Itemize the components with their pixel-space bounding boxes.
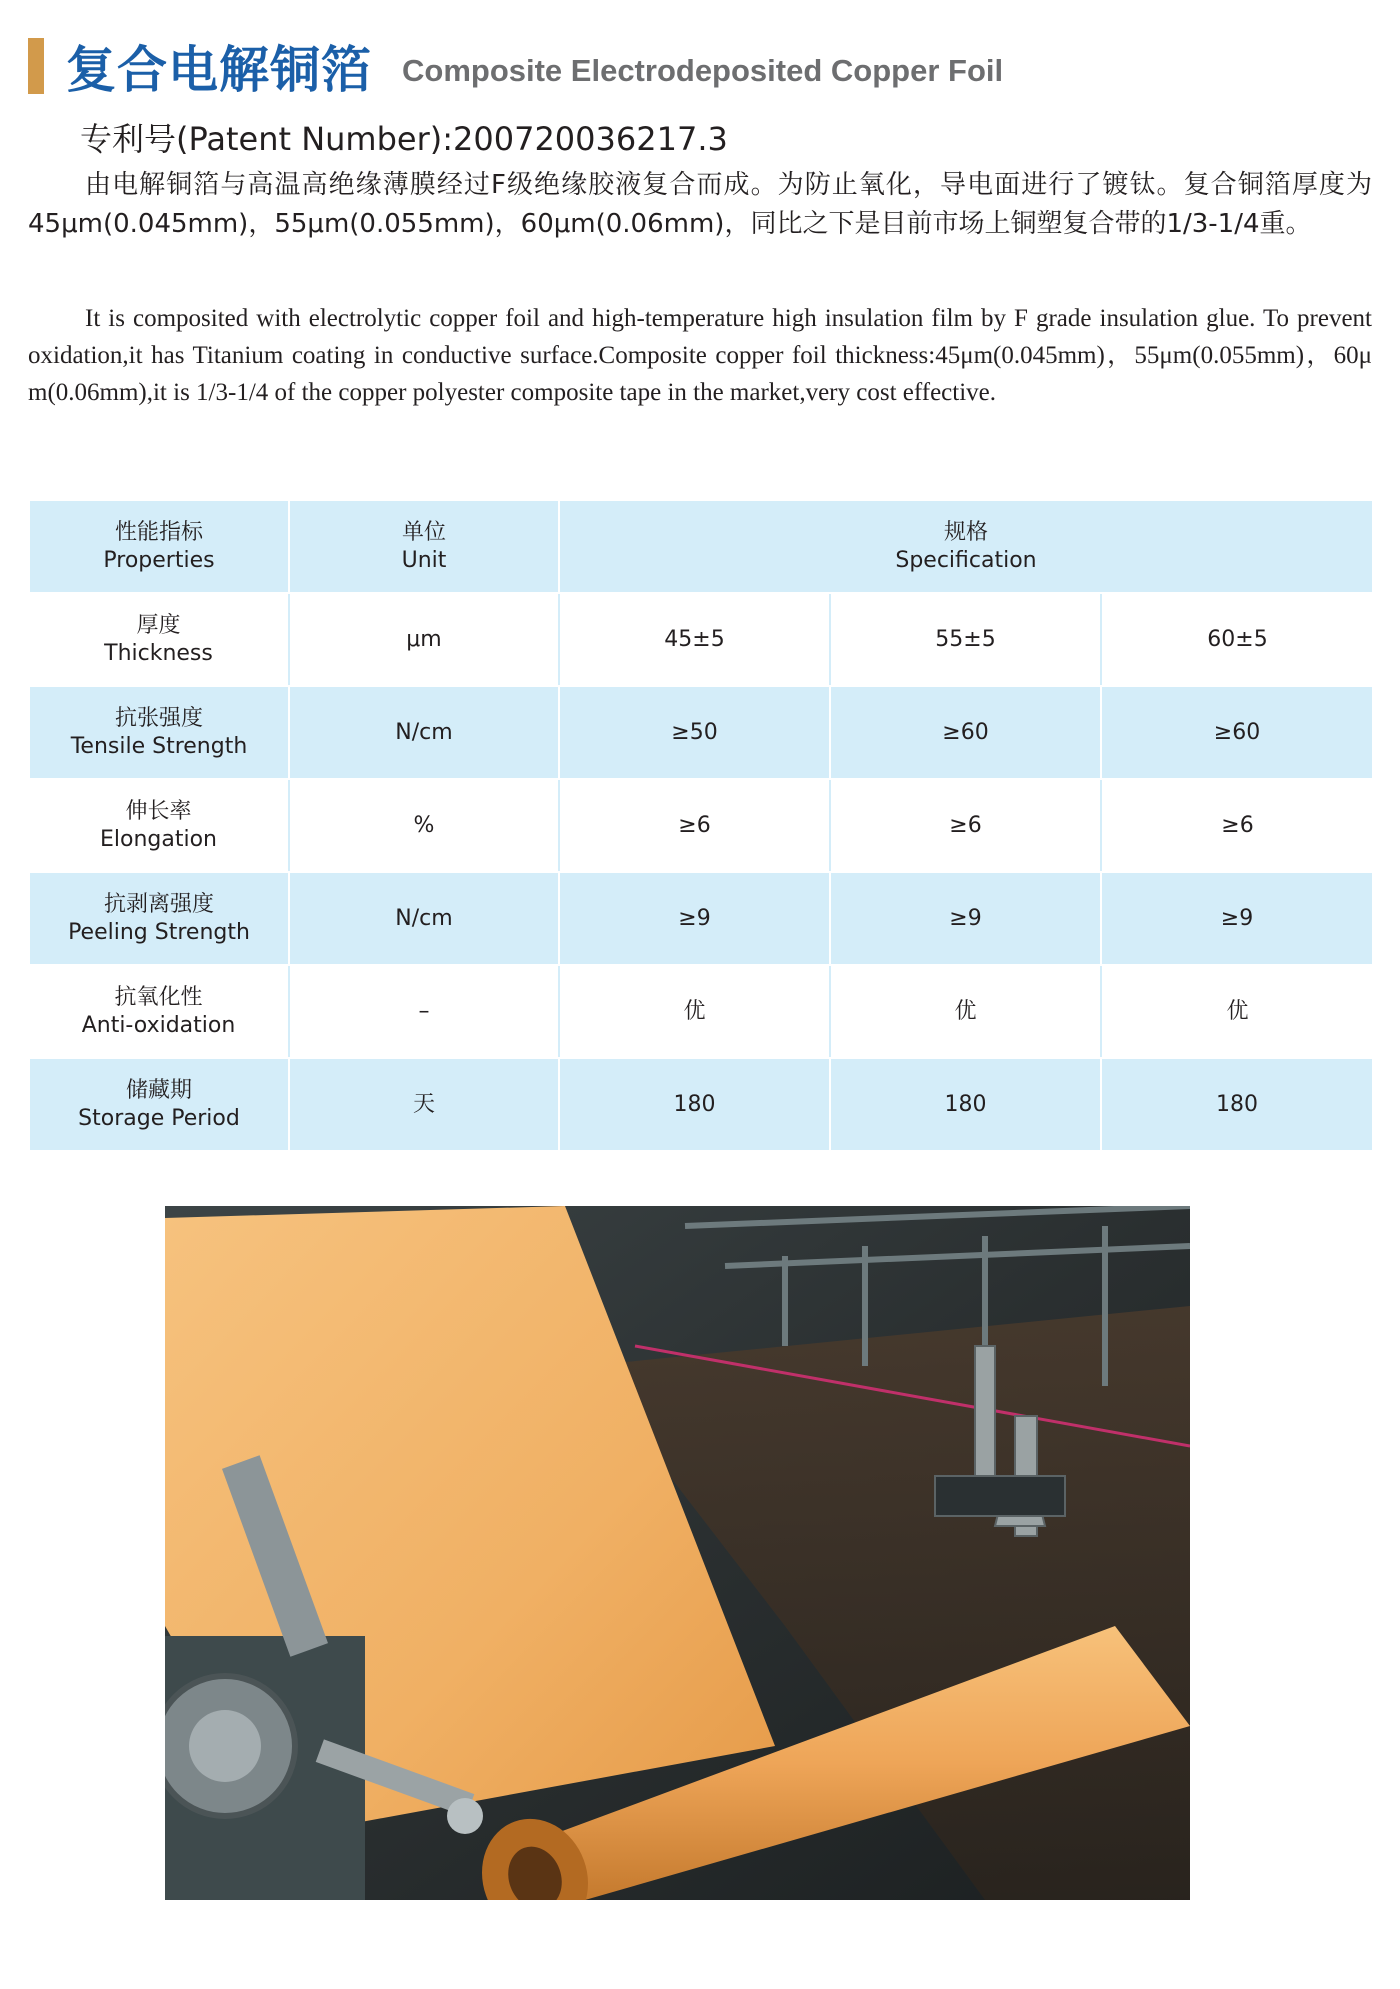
table-row bbox=[29, 779, 1373, 872]
value-cell: 55±5 bbox=[830, 593, 1101, 686]
product-photo bbox=[165, 1206, 1190, 1900]
value-cell: 180 bbox=[559, 1058, 830, 1151]
property-cn: 抗张强度 bbox=[114, 705, 203, 731]
property-cell bbox=[29, 779, 289, 872]
copper-foil-roll-illustration bbox=[165, 1206, 1190, 1900]
header-unit-cn: 单位 bbox=[401, 519, 446, 545]
unit-cell: N/cm bbox=[289, 872, 559, 965]
property-cell bbox=[29, 1058, 289, 1151]
property-en: Tensile Strength bbox=[70, 733, 248, 759]
patent-number: 专利号(Patent Number):200720036217.3 bbox=[80, 120, 728, 158]
value-cell: ≥9 bbox=[830, 872, 1101, 965]
table-header-row bbox=[29, 500, 1373, 593]
unit-cell: N/cm bbox=[289, 686, 559, 779]
specification-table bbox=[28, 499, 1374, 1152]
unit-cell: – bbox=[289, 965, 559, 1058]
property-cn: 储藏期 bbox=[125, 1077, 192, 1103]
title-accent-bar bbox=[28, 38, 44, 94]
value-cell: 180 bbox=[1101, 1058, 1373, 1151]
value-cell: ≥60 bbox=[830, 686, 1101, 779]
property-en: Storage Period bbox=[78, 1105, 240, 1131]
property-en: Thickness bbox=[104, 640, 213, 666]
header-spec-en: Specification bbox=[895, 547, 1037, 573]
header-properties-en: Properties bbox=[103, 547, 215, 573]
table-row bbox=[29, 872, 1373, 965]
value-cell: 60±5 bbox=[1101, 593, 1373, 686]
title-row bbox=[28, 36, 1004, 99]
value-cell: 45±5 bbox=[559, 593, 830, 686]
header-unit-en: Unit bbox=[401, 547, 447, 573]
title-english: Composite Electrodeposited Copper Foil bbox=[402, 53, 1004, 88]
header-properties-cn: 性能指标 bbox=[114, 519, 203, 545]
value-cell: ≥6 bbox=[559, 779, 830, 872]
property-cell bbox=[29, 965, 289, 1058]
value-cell: 优 bbox=[1101, 965, 1373, 1058]
property-cn: 厚度 bbox=[136, 612, 181, 638]
title-chinese: 复合电解铜箔 bbox=[66, 41, 372, 99]
property-cn: 抗剥离强度 bbox=[103, 891, 214, 917]
property-cell bbox=[29, 872, 289, 965]
value-cell: 180 bbox=[830, 1058, 1101, 1151]
property-cell bbox=[29, 593, 289, 686]
table-row bbox=[29, 686, 1373, 779]
description-chinese: 由电解铜箔与高温高绝缘薄膜经过F级绝缘胶液复合而成。为防止氧化，导电面进行了镀钛。复合铜箔厚度为45μm(0.045mm)，55μm(0.055mm)，60μm(0.06mm)，同比之下是目前市场上铜塑复合带的1/3-1/4重。 bbox=[28, 170, 1372, 239]
value-cell: ≥60 bbox=[1101, 686, 1373, 779]
property-cell bbox=[29, 686, 289, 779]
property-en: Anti-oxidation bbox=[81, 1012, 236, 1038]
table-row bbox=[29, 1058, 1373, 1151]
value-cell: ≥6 bbox=[830, 779, 1101, 872]
value-cell: 优 bbox=[830, 965, 1101, 1058]
table-row bbox=[29, 965, 1373, 1058]
header-properties bbox=[29, 500, 289, 593]
header-spec-cn: 规格 bbox=[943, 519, 988, 545]
description-english: It is composited with electrolytic copper foil and high-temperature high insulation film by F grade insulation glue. To prevent oxidation,it has Titanium coating in conductive surface.Composite copper foil thickness:45μm(0.045mm)，55μm(0.055mm)，60μ m(0.06mm),it is 1/3-1/4 of the copper polyester composite tape in the market,very cost effective. bbox=[28, 305, 1372, 406]
value-cell: 优 bbox=[559, 965, 830, 1058]
unit-cell: 天 bbox=[289, 1058, 559, 1151]
property-cn: 抗氧化性 bbox=[114, 984, 203, 1010]
value-cell: ≥6 bbox=[1101, 779, 1373, 872]
table-row bbox=[29, 593, 1373, 686]
value-cell: ≥50 bbox=[559, 686, 830, 779]
property-en: Peeling Strength bbox=[68, 919, 250, 945]
value-cell: ≥9 bbox=[1101, 872, 1373, 965]
property-cn: 伸长率 bbox=[125, 798, 192, 824]
value-cell: ≥9 bbox=[559, 872, 830, 965]
header-specification bbox=[559, 500, 1373, 593]
unit-cell: μm bbox=[289, 593, 559, 686]
property-en: Elongation bbox=[99, 826, 217, 852]
unit-cell: % bbox=[289, 779, 559, 872]
header-unit bbox=[289, 500, 559, 593]
